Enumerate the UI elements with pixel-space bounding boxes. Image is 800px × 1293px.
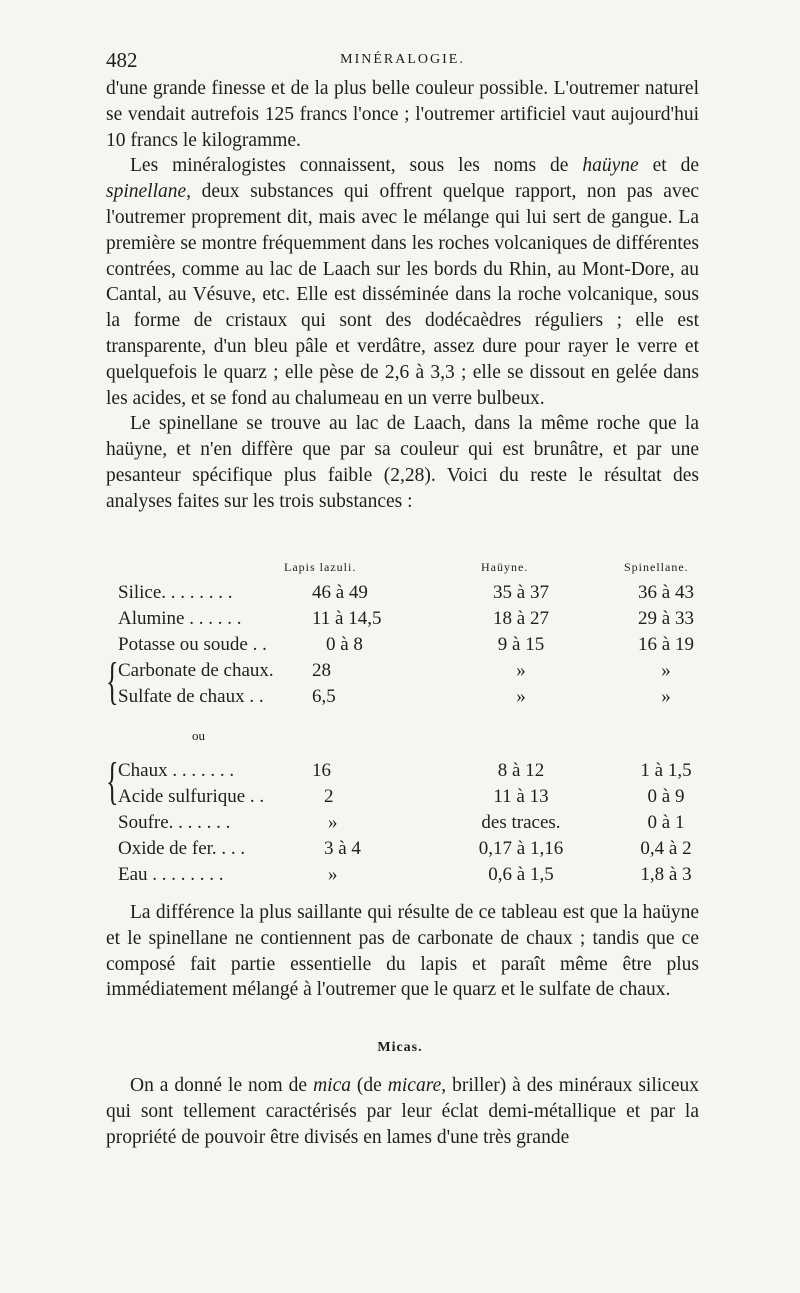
table-row — [106, 582, 726, 608]
running-title: MINÉRALOGIE. — [340, 52, 465, 67]
cell-spinellane: 36 à 43 — [638, 582, 694, 603]
row-label: Silice. . . . . . . . — [118, 582, 233, 603]
cell-hauyne: 9 à 15 — [497, 634, 545, 655]
row-label: Potasse ou soude . . — [118, 634, 267, 655]
term-hauyne: haüyne — [582, 155, 639, 177]
body-text-top — [106, 76, 699, 515]
cell-hauyne: » — [516, 660, 526, 681]
cell-lapis: » — [328, 864, 338, 885]
cell-lapis: » — [328, 812, 338, 833]
table-row — [106, 786, 726, 812]
table-row — [106, 608, 726, 634]
row-label: Alumine . . . . . . — [118, 608, 242, 629]
cell-lapis: 46 à 49 — [312, 582, 368, 603]
paragraph-1: d'une grande finesse et de la plus belle couleur possible. L'outremer naturel se vendait autrefois 125 francs l'once ; l'outremer artificiel vaut aujourd'hui 10 francs le kilogramme. — [106, 78, 699, 151]
cell-lapis: 3 à 4 — [324, 838, 361, 859]
row-label: Eau . . . . . . . . — [118, 864, 224, 885]
table-row — [106, 760, 726, 786]
cell-spinellane: 0,4 à 2 — [640, 838, 692, 859]
cell-hauyne: 11 à 13 — [493, 786, 549, 807]
row-label: Acide sulfurique . . — [118, 786, 265, 807]
cell-spinellane: 1 à 1,5 — [640, 760, 692, 781]
body-text-middle — [106, 900, 699, 1003]
left-brace: { — [106, 653, 119, 710]
cell-spinellane: » — [661, 660, 671, 681]
row-label: Carbonate de chaux. — [118, 660, 274, 681]
page-header — [106, 48, 699, 78]
table-row — [106, 686, 726, 712]
table-row — [106, 660, 726, 686]
p5-text-b: (de — [350, 1075, 388, 1096]
paragraph-2 — [106, 153, 699, 411]
cell-hauyne: 18 à 27 — [493, 608, 549, 629]
cell-lapis: 11 à 14,5 — [312, 608, 382, 629]
page-number: 482 — [106, 48, 138, 72]
p2-text-a: Les minéralogistes connaissent, sous les noms de — [130, 155, 583, 177]
term-micare: micare — [387, 1075, 442, 1096]
left-brace: { — [106, 753, 119, 810]
cell-spinellane: 0 à 9 — [647, 786, 685, 807]
cell-hauyne: des traces. — [481, 812, 561, 833]
cell-spinellane: » — [661, 686, 671, 707]
row-label: Oxide de fer. . . . — [118, 838, 246, 859]
p2-text-c: , deux substances qui offrent quelque rapport, non pas avec l'outremer proprement dit, mais avec le mélange qui lui sert de gangue. La première se montre fréquemment dans les roches volcaniques de différentes contrées, comme au lac de Laach sur les bords du Rhin, au Mont-Dore, au Cantal, au Vésuve, etc. Elle est disséminée dans la roche volcanique, sous la forme de cristaux qui sont des dodécaèdres réguliers ; elle est transparente, d'un bleu pâle et verdâtre, assez dure pour rayer le verre et quelquefois le quarz ; elle pèse de 2,6 à 3,3 ; elle se dissout en gelée dans les acides, et se fond au chalumeau en un verre bulbeux. — [106, 181, 699, 409]
term-mica: mica — [313, 1075, 351, 1096]
row-label: Sulfate de chaux . . — [118, 686, 264, 707]
header-spinellane: Spinellane. — [624, 560, 689, 574]
row-label: Chaux . . . . . . . — [118, 760, 235, 781]
paragraph-5 — [106, 1073, 699, 1150]
cell-spinellane: 0 à 1 — [647, 812, 685, 833]
cell-hauyne: 35 à 37 — [493, 582, 549, 603]
cell-lapis: 2 — [324, 786, 334, 807]
cell-hauyne: 0,6 à 1,5 — [488, 864, 554, 885]
cell-spinellane: 1,8 à 3 — [640, 864, 692, 885]
body-text-bottom — [106, 1073, 699, 1150]
table-row — [106, 864, 726, 890]
header-hauyne: Haüyne. — [481, 560, 529, 574]
cell-spinellane: 29 à 33 — [638, 608, 694, 629]
cell-lapis: 0 à 8 — [326, 634, 363, 655]
cell-lapis: 28 — [312, 660, 331, 681]
p5-text-a: On a donné le nom de — [130, 1075, 314, 1096]
p5-text-c: , briller) à des minéraux siliceux qui sont tellement caractérisés par leur éclat demi-métallique et par la propriété de pouvoir être divisés en lames d'une très grande — [106, 1075, 699, 1148]
table-row — [106, 634, 726, 660]
table-row — [106, 838, 726, 864]
row-label: Soufre. . . . . . . — [118, 812, 231, 833]
cell-hauyne: » — [516, 686, 526, 707]
cell-hauyne: 0,17 à 1,16 — [478, 838, 564, 859]
table-row — [106, 812, 726, 838]
cell-hauyne: 8 à 12 — [497, 760, 545, 781]
header-lapis: Lapis lazuli. — [284, 560, 357, 574]
separator-ou: ou — [192, 728, 205, 743]
cell-lapis: 6,5 — [312, 686, 336, 707]
p2-text-b: et de — [638, 155, 700, 177]
term-spinellane: spinellane — [106, 181, 187, 203]
paragraph-4: La différence la plus saillante qui résulte de ce tableau est que la haüyne et le spinellane ne contiennent pas de carbonate de chaux ; tandis que ce composé fait partie essentielle du lapis et paraît même être plus immédiatement mélangé à l'outremer que le quarz et le sulfate de chaux. — [106, 902, 699, 1001]
cell-spinellane: 16 à 19 — [638, 634, 694, 655]
cell-lapis: 16 — [312, 760, 331, 781]
section-title: Micas. — [377, 1040, 423, 1055]
paragraph-3: Le spinellane se trouve au lac de Laach, dans la même roche que la haüyne, et n'en diffère que par sa couleur qui est brunâtre, et par une pesanteur spécifique plus faible (2,28). Voici du reste le résultat des analyses faites sur les trois substances : — [106, 413, 699, 512]
